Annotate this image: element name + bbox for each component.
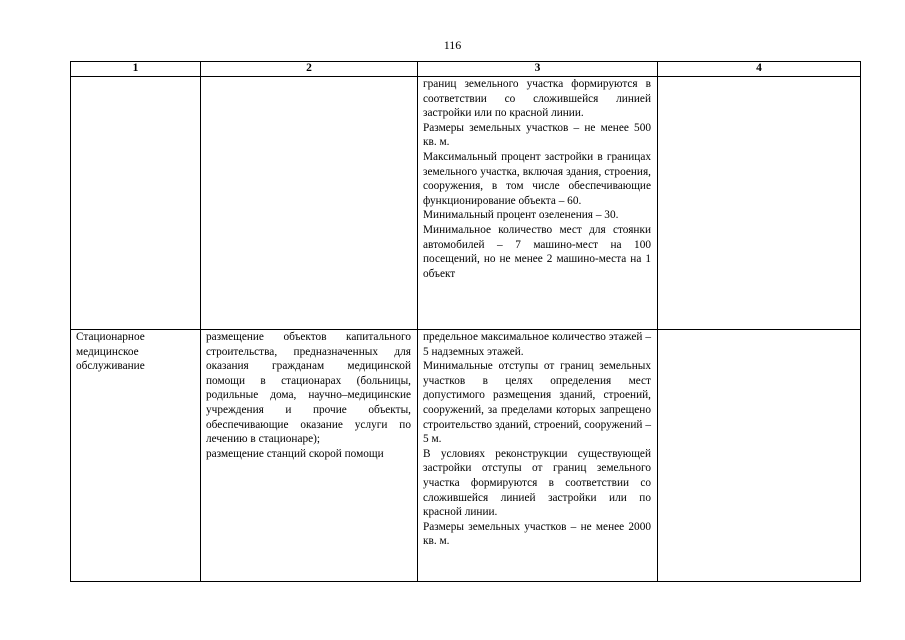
row1-col1-cell: [71, 77, 201, 330]
row1-col3-para-3: Максимальный процент застройки в границах земельного участка, включая здания, строения, сооружения, в том числе обеспечивающие функционирование объекта – 60.: [423, 150, 651, 207]
row1-col3-cell: [418, 77, 658, 330]
row1-col3-para-2: Размеры земельных участков – не менее 500 кв. м.: [423, 121, 651, 149]
row2-col3-para-1: предельное максимальное количество этажей – 5 надземных этажей.: [423, 331, 651, 358]
row2-col2-para-1: размещение объектов капитального строительства, предназначенных для оказания гражданам медицинской помощи в стационарах (больницы, родильные дома, научно–медицинские учреждения и прочие объекты, обеспечивающие оказание услуги по лечению в стационаре);: [206, 331, 411, 446]
row2-col2-para-2: размещение станций скорой помощи: [206, 447, 384, 460]
column-header-3: 3: [418, 62, 658, 77]
table-row: [71, 77, 861, 330]
row2-col3-para-4: Размеры земельных участков – не менее 2000 кв. м.: [423, 520, 651, 548]
row2-col1-cell: [71, 330, 201, 582]
row2-col2-cell: [201, 330, 418, 582]
row1-col2-cell: [201, 77, 418, 330]
table-row: [71, 330, 861, 582]
row1-col4-cell: [658, 77, 861, 330]
row2-col4-cell: [658, 330, 861, 582]
column-header-2: 2: [201, 62, 418, 77]
table-header-row: [71, 62, 861, 77]
row2-col3-para-3: В условиях реконструкции существующей застройки отступы от границ земельного участка формируются в соответствии со сложившейся линией застройки или по красной линии.: [423, 447, 651, 519]
row2-col1-text: Стационарное медицинское обслуживание: [76, 331, 145, 373]
row1-col3-para-4: Минимальный процент озеленения – 30.: [423, 209, 619, 222]
regulations-table: [70, 61, 861, 582]
page-number: 116: [443, 38, 462, 52]
row1-col3-para-1: границ земельного участка формируются в соответствии со сложившейся линией застройки или по красной линии.: [423, 78, 651, 120]
row1-col3-para-5: Минимальное количество мест для стоянки автомобилей – 7 машино-мест на 100 посещений, но не менее 2 машино-места на 1 объект: [423, 223, 651, 280]
row2-col3-para-2: Минимальные отступы от границ земельных участков в целях определения мест допустимого размещения зданий, строений, сооружений, за пределами которых запрещено строительство зданий, строений, сооружений – 5 м.: [423, 360, 651, 446]
row2-col3-cell: [418, 330, 658, 582]
column-header-1: 1: [71, 62, 201, 77]
column-header-4: 4: [658, 62, 861, 77]
